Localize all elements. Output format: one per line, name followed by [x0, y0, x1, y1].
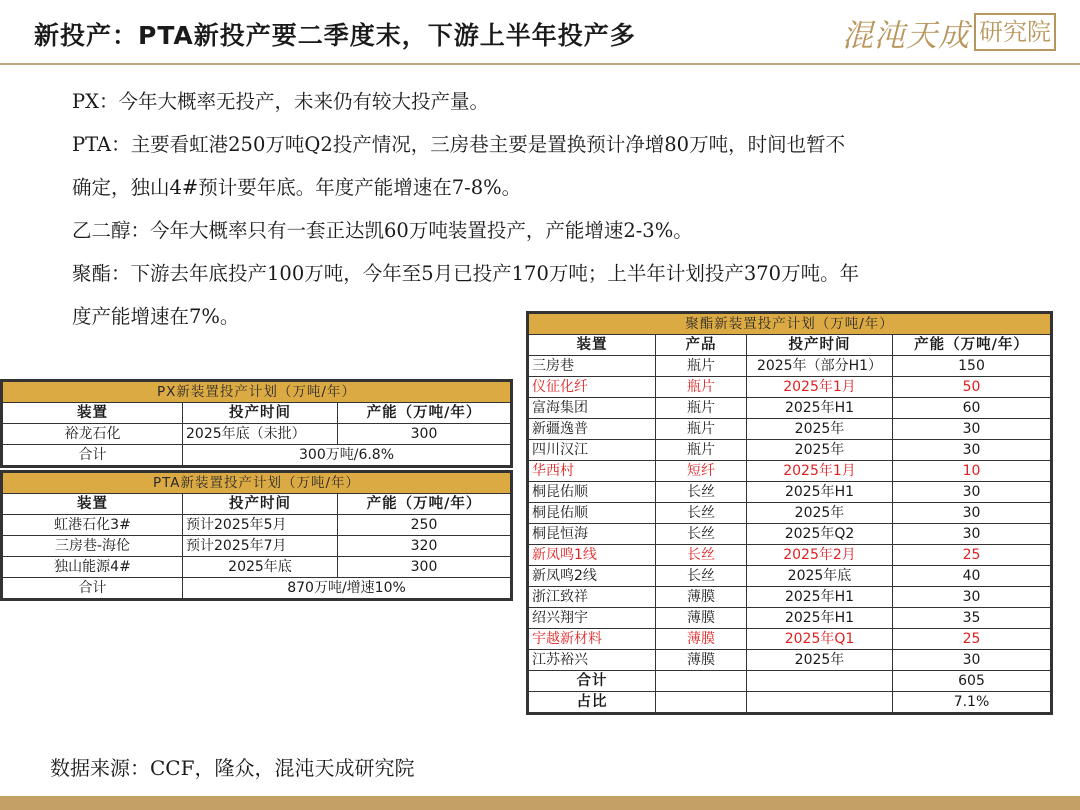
table-cell: 宇越新材料 — [529, 629, 656, 650]
table-cell: 瓶片 — [656, 419, 747, 440]
table-cell: 瓶片 — [656, 356, 747, 377]
table-cell: 瓶片 — [656, 440, 747, 461]
table-cell: 2025年2月 — [747, 545, 893, 566]
polyester-table-body — [529, 356, 1051, 671]
table-cell — [747, 692, 893, 713]
table-cell — [747, 671, 893, 692]
table-cell: 250 — [338, 515, 511, 536]
table-cell: 2025年 — [747, 440, 893, 461]
table-cell: 薄膜 — [656, 629, 747, 650]
table-cell: 30 — [893, 587, 1051, 608]
table-row — [529, 398, 1051, 419]
pta-table-title: PTA新装置投产计划（万吨/年） — [3, 473, 511, 494]
table-row — [3, 557, 511, 578]
table-cell: 四川汉江 — [529, 440, 656, 461]
brand-logo — [842, 10, 1056, 54]
table-row — [529, 524, 1051, 545]
total-value: 870万吨/增速10% — [183, 578, 511, 599]
table-cell: 2025年H1 — [747, 482, 893, 503]
px-capacity-table — [2, 381, 511, 466]
meg-paragraph: 乙二醇：今年大概率只有一套正达凯60万吨装置投产，产能增速2-3%。 — [72, 219, 693, 242]
total-value: 300万吨/6.8% — [183, 445, 511, 466]
table-cell: 新凤鸣1线 — [529, 545, 656, 566]
table-cell: 薄膜 — [656, 650, 747, 671]
table-row — [3, 536, 511, 557]
table-cell: 2025年Q2 — [747, 524, 893, 545]
total-label: 合计 — [3, 445, 183, 466]
table-row — [529, 482, 1051, 503]
table-cell: 桐昆佑顺 — [529, 503, 656, 524]
px-paragraph: PX：今年大概率无投产，未来仍有较大投产量。 — [72, 90, 490, 113]
column-header: 装置 — [3, 403, 183, 424]
table-row — [529, 503, 1051, 524]
table-cell — [656, 692, 747, 713]
table-cell: 30 — [893, 524, 1051, 545]
table-cell: 三房巷 — [529, 356, 656, 377]
column-header: 装置 — [3, 494, 183, 515]
total-label: 合计 — [3, 578, 183, 599]
table-row — [529, 461, 1051, 482]
table-cell: 30 — [893, 503, 1051, 524]
table-cell — [656, 671, 747, 692]
logo-main-text: 混沌天成 — [842, 17, 970, 54]
table-cell: 60 — [893, 398, 1051, 419]
table-row — [529, 629, 1051, 650]
table-total-row — [3, 445, 511, 466]
table-cell: 华西村 — [529, 461, 656, 482]
table-cell: 25 — [893, 629, 1051, 650]
table-cell: 300 — [338, 424, 511, 445]
table-row — [529, 587, 1051, 608]
column-header: 产能（万吨/年） — [338, 403, 511, 424]
table-cell: 薄膜 — [656, 608, 747, 629]
table-cell: 江苏裕兴 — [529, 650, 656, 671]
table-cell: 2025年底 — [747, 566, 893, 587]
table-row — [529, 650, 1051, 671]
column-header: 产能（万吨/年） — [893, 335, 1051, 356]
pta-capacity-table — [2, 472, 511, 599]
table-cell: 300 — [338, 557, 511, 578]
table-cell: 长丝 — [656, 482, 747, 503]
px-table-title: PX新装置投产计划（万吨/年） — [3, 382, 511, 403]
table-cell: 2025年（部分H1） — [747, 356, 893, 377]
table-cell: 30 — [893, 419, 1051, 440]
table-cell: 预计2025年7月 — [183, 536, 338, 557]
table-cell: 浙江致祥 — [529, 587, 656, 608]
polyester-capacity-table — [528, 313, 1051, 713]
page-title: 新投产：PTA新投产要二季度末，下游上半年投产多 — [34, 21, 636, 50]
table-cell: 独山能源4# — [3, 557, 183, 578]
table-cell: 虹港石化3# — [3, 515, 183, 536]
table-cell: 新疆逸普 — [529, 419, 656, 440]
table-title-row — [529, 314, 1051, 335]
table-share-row — [529, 692, 1051, 713]
table-cell: 裕龙石化 — [3, 424, 183, 445]
table-cell: 2025年1月 — [747, 377, 893, 398]
table-total-row — [3, 578, 511, 599]
pta-paragraph-line1: PTA：主要看虹港250万吨Q2投产情况，三房巷主要是置换预计净增80万吨，时间也暂不 — [72, 133, 846, 156]
data-source-note: 数据来源：CCF，隆众，混沌天成研究院 — [50, 756, 415, 780]
polyester-paragraph-line2: 度产能增速在7%。 — [72, 305, 240, 328]
total-value: 605 — [893, 671, 1051, 692]
table-cell: 2025年Q1 — [747, 629, 893, 650]
table-row — [529, 377, 1051, 398]
table-cell: 富海集团 — [529, 398, 656, 419]
column-header: 投产时间 — [183, 494, 338, 515]
table-cell: 2025年H1 — [747, 608, 893, 629]
table-cell: 新凤鸣2线 — [529, 566, 656, 587]
title-divider — [0, 63, 1080, 65]
footer-bar — [0, 796, 1080, 810]
table-row — [529, 440, 1051, 461]
table-row — [3, 424, 511, 445]
table-cell: 30 — [893, 650, 1051, 671]
polyester-paragraph-line1: 聚酯：下游去年底投产100万吨，今年至5月已投产170万吨；上半年计划投产370万吨。年 — [72, 262, 860, 285]
table-cell: 2025年 — [747, 650, 893, 671]
table-cell: 三房巷-海伦 — [3, 536, 183, 557]
column-header: 投产时间 — [183, 403, 338, 424]
table-row — [529, 608, 1051, 629]
table-cell: 35 — [893, 608, 1051, 629]
table-cell: 绍兴翔宇 — [529, 608, 656, 629]
table-cell: 2025年 — [747, 419, 893, 440]
polyester-table-title: 聚酯新装置投产计划（万吨/年） — [529, 314, 1051, 335]
table-header-row — [3, 403, 511, 424]
column-header: 投产时间 — [747, 335, 893, 356]
table-cell: 40 — [893, 566, 1051, 587]
table-cell: 长丝 — [656, 524, 747, 545]
table-cell: 2025年H1 — [747, 587, 893, 608]
table-title-row — [3, 473, 511, 494]
share-value: 7.1% — [893, 692, 1051, 713]
table-cell: 预计2025年5月 — [183, 515, 338, 536]
table-cell: 短纤 — [656, 461, 747, 482]
table-row — [529, 356, 1051, 377]
column-header: 装置 — [529, 335, 656, 356]
table-cell: 10 — [893, 461, 1051, 482]
table-cell: 50 — [893, 377, 1051, 398]
table-cell: 30 — [893, 482, 1051, 503]
table-row — [529, 566, 1051, 587]
table-cell: 30 — [893, 440, 1051, 461]
table-cell: 25 — [893, 545, 1051, 566]
table-cell: 长丝 — [656, 566, 747, 587]
table-cell: 150 — [893, 356, 1051, 377]
table-cell: 桐昆恒海 — [529, 524, 656, 545]
table-cell: 瓶片 — [656, 377, 747, 398]
share-label: 占比 — [529, 692, 656, 713]
table-cell: 长丝 — [656, 545, 747, 566]
table-cell: 320 — [338, 536, 511, 557]
total-label: 合计 — [529, 671, 656, 692]
table-cell: 仪征化纤 — [529, 377, 656, 398]
table-row — [3, 515, 511, 536]
table-cell: 2025年 — [747, 503, 893, 524]
table-total-row — [529, 671, 1051, 692]
table-header-row — [3, 494, 511, 515]
table-row — [529, 545, 1051, 566]
table-cell: 桐昆佑顺 — [529, 482, 656, 503]
table-title-row — [3, 382, 511, 403]
column-header: 产品 — [656, 335, 747, 356]
table-row — [529, 419, 1051, 440]
table-header-row — [529, 335, 1051, 356]
table-cell: 瓶片 — [656, 398, 747, 419]
logo-sub-text: 研究院 — [974, 13, 1056, 51]
table-cell: 薄膜 — [656, 587, 747, 608]
table-cell: 2025年底（未批） — [183, 424, 338, 445]
table-cell: 2025年底 — [183, 557, 338, 578]
table-cell: 长丝 — [656, 503, 747, 524]
column-header: 产能（万吨/年） — [338, 494, 511, 515]
pta-paragraph-line2: 确定，独山4#预计要年底。年度产能增速在7-8%。 — [72, 176, 522, 199]
table-cell: 2025年H1 — [747, 398, 893, 419]
table-cell: 2025年1月 — [747, 461, 893, 482]
